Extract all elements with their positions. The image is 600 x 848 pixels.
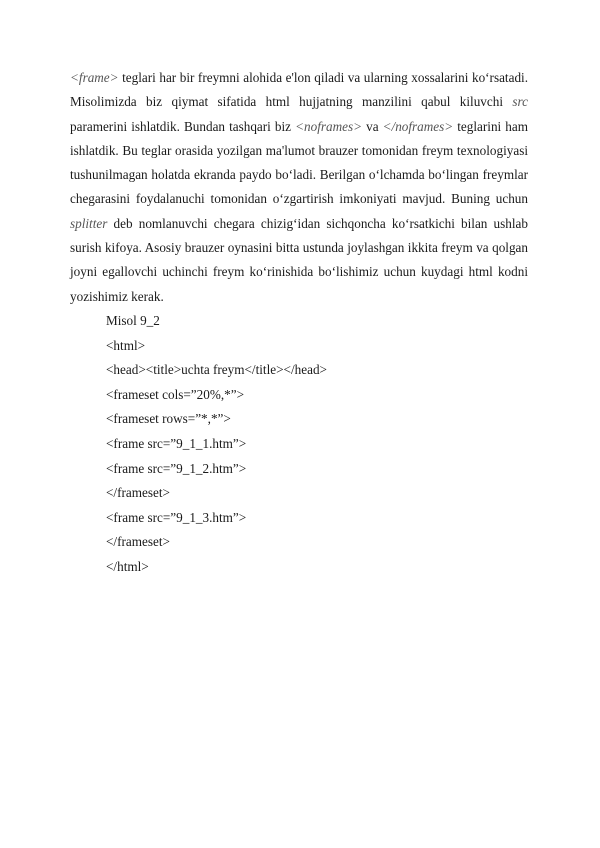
code-line: <html> (106, 337, 146, 353)
src-italic: src (512, 94, 528, 110)
noframes-open-italic: <noframes> (295, 118, 363, 134)
paragraph-text-1: teglari har bir freymni alohida e'lon qiladi va ularning xossalarini ko‘rsatadi. Misolimizda biz qiymat sifatida html hujjatning manzilini qabul kiluvchi (70, 70, 528, 110)
code-example (70, 309, 528, 580)
code-line: <frame src=”9_1_2.htm”> (106, 460, 247, 476)
paragraph-text-3: va (362, 118, 383, 134)
paragraph-text-2: paramerini ishlatdik. Bundan tashqari biz (70, 118, 296, 134)
code-line: </html> (106, 558, 149, 574)
paragraph-text-5: deb nomlanuvchi chegara chizig‘idan sichqoncha ko‘rsatkichi bilan ushlab surish kifoya. Asosiy brauzer oynasini bitta ustunda joylashgan ikkita freym va qolgan joyni egallovchi uchinchi freym ko‘rinishida bo‘lishimiz uchun kuydagi html kodni yozishimiz kerak. (70, 215, 528, 304)
noframes-close-italic: </noframes> (382, 118, 454, 134)
example-title: Misol 9_2 (106, 312, 160, 328)
document-page (70, 66, 528, 580)
paragraph-text-4: teglarini ham ishlatdik. Bu teglar orasida yozilgan ma'lumot brauzer tomonidan freym texnologiyasi tushunilmagan holatda ekranda paydo bo‘ladi. Berilgan o‘lchamda bo‘lingan freymlar chegarasini foydalanuchi tomonidan o‘zgartirish imkoniyati mavjud. Buning uchun (70, 118, 528, 207)
code-line: </frameset> (106, 534, 170, 550)
code-line: <head><title>uchta freym</title></head> (106, 362, 327, 378)
code-line: </frameset> (106, 485, 170, 501)
code-line: <frame src=”9_1_3.htm”> (106, 509, 247, 525)
splitter-italic: splitter (70, 215, 108, 231)
code-line: <frame src=”9_1_1.htm”> (106, 435, 247, 451)
body-paragraph (70, 66, 528, 309)
code-line: <frameset cols=”20%,*”> (106, 386, 245, 402)
code-line: <frameset rows=”*,*”> (106, 411, 231, 427)
frame-tag-italic: <frame> (70, 70, 119, 85)
